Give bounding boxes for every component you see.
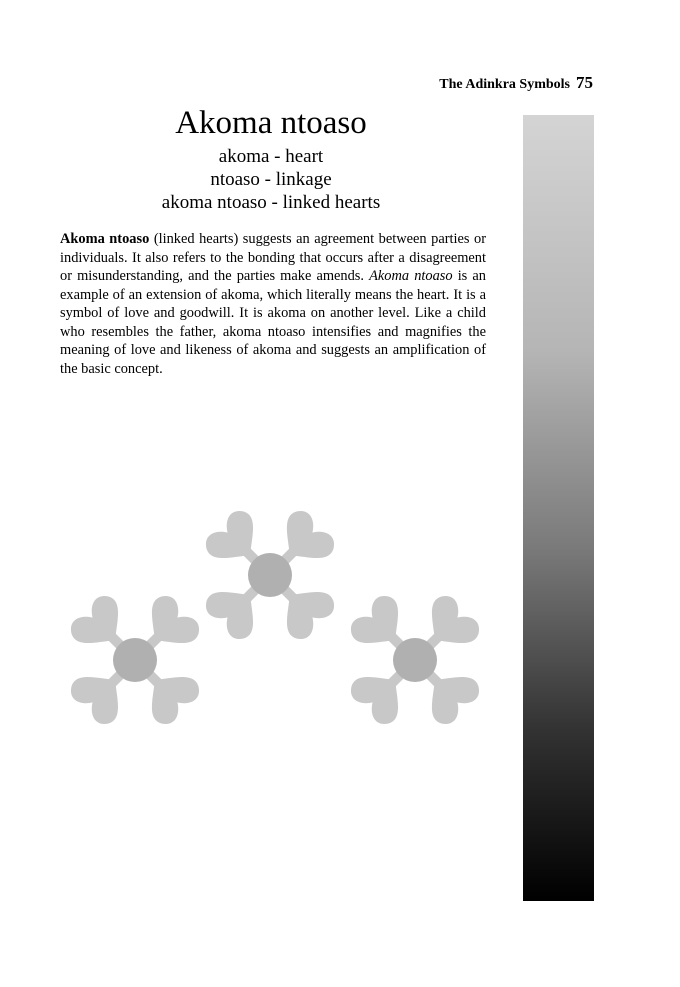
akoma-ntoaso-symbol-icon xyxy=(200,505,340,645)
akoma-ntoaso-symbol-icon xyxy=(345,590,485,730)
akoma-ntoaso-symbol-icon xyxy=(65,590,205,730)
glossary-line: ntoaso - linkage xyxy=(210,169,332,190)
decorative-gradient-bar xyxy=(523,115,594,901)
page-number: 75 xyxy=(576,73,593,92)
body-text-part-1: (linked hearts) suggests an agreement between parties or individuals. It also refers to the bonding that occurs after a disagreement or misunderstanding, and the parties make amends. xyxy=(60,231,487,284)
glossary-line: akoma ntoaso - linked hearts xyxy=(161,192,381,213)
glossary xyxy=(60,145,482,214)
body-text-part-2: is an example of an extension of akoma, which literally means the heart. It is a symbol of love and goodwill. It is akoma on another level. Like a child who resembles the father, akoma ntoaso intensifies and magnifies the meaning of love and likeness of akoma and suggests an amplification of the basic concept. xyxy=(60,268,486,377)
glossary-line: akoma - heart xyxy=(218,146,324,167)
bold-term: Akoma ntoaso xyxy=(60,231,150,247)
running-header xyxy=(439,73,593,93)
page-title: Akoma ntoaso xyxy=(175,105,367,141)
header-section-title: The Adinkra Symbols xyxy=(439,77,570,92)
italic-term: Akoma ntoaso xyxy=(369,268,453,284)
body-paragraph xyxy=(60,230,486,378)
